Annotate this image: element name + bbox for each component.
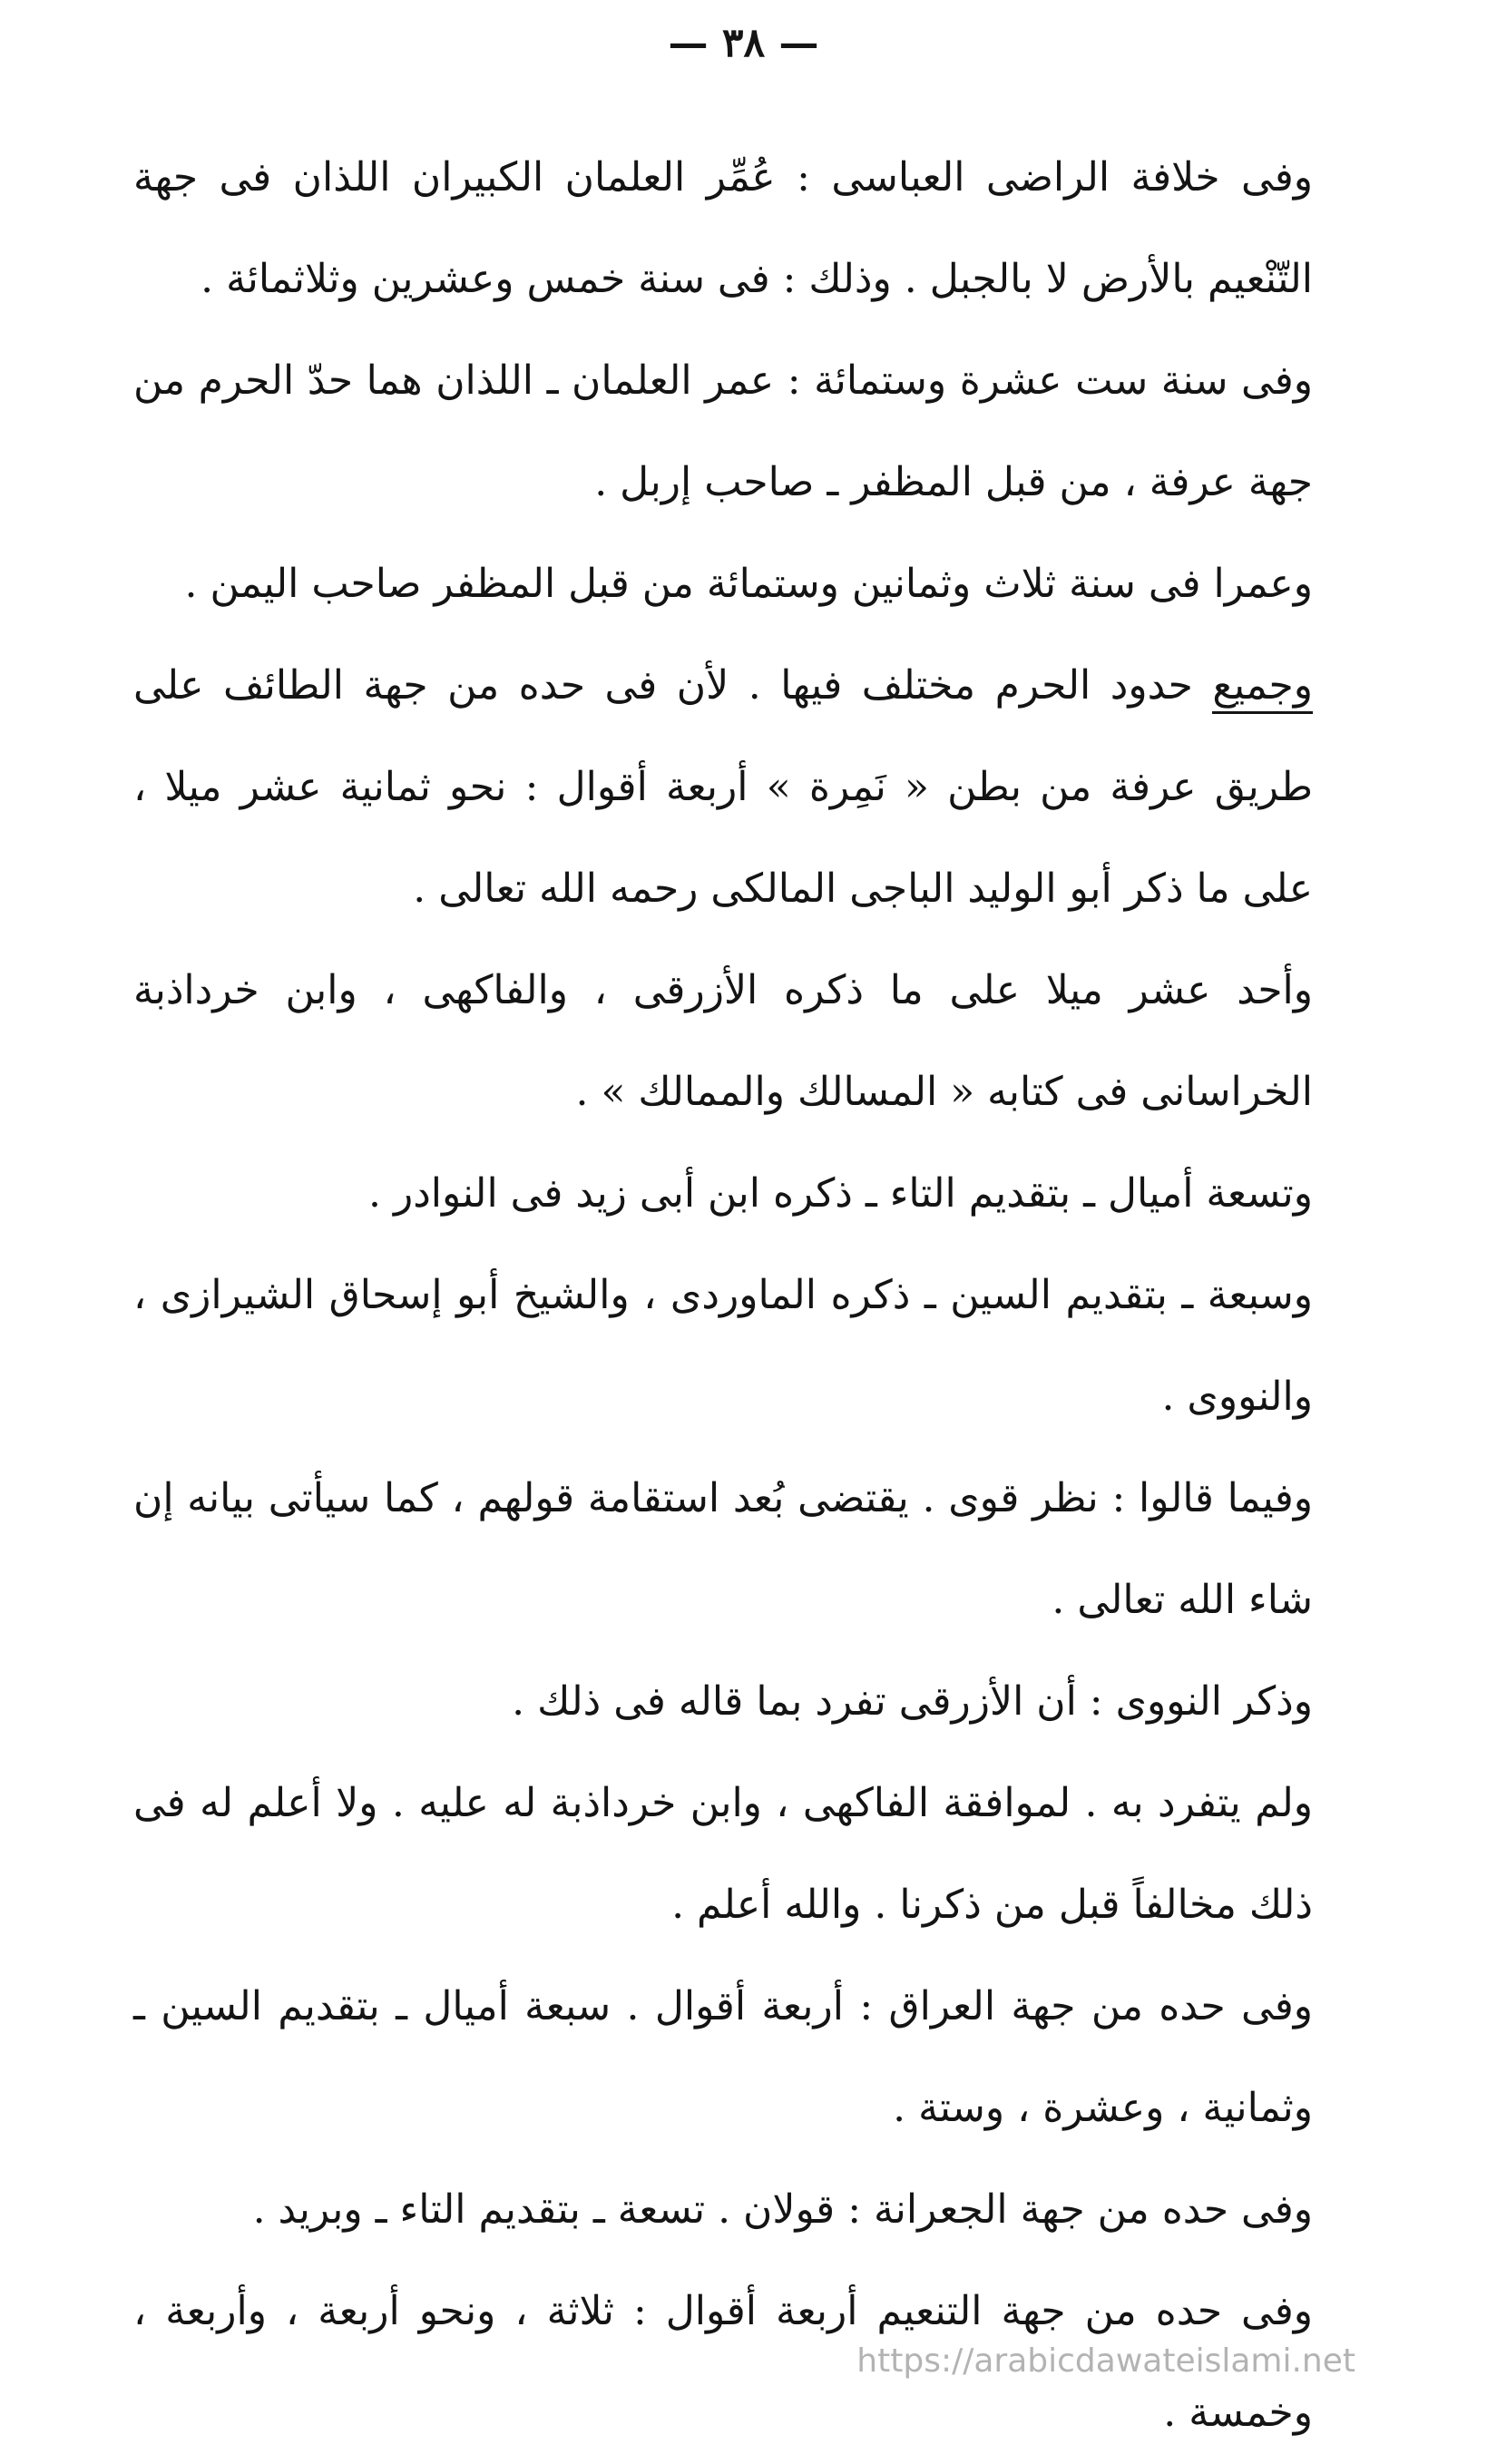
paragraph: وفى سنة ست عشرة وستمائة : عمر العلمان ـ اللذان هما حدّ الحرم من جهة عرفة ، من قبل المظفر ـ صاحب إربل . xyxy=(133,357,1313,505)
paragraph: وتسعة أميال ـ بتقديم التاء ـ ذكره ابن أبى زيد فى النوادر . xyxy=(367,1170,1313,1217)
paragraph: وفى حده من جهة العراق : أربعة أقوال . سبعة أميال ـ بتقديم السين ـ وثمانية ، وعشرة ، وستة . xyxy=(133,1983,1313,2131)
paragraph: وذكر النووى : أن الأزرقى تفرد بما قاله فى ذلك . xyxy=(512,1678,1313,1725)
paragraph xyxy=(133,635,1313,940)
page-number: — ٣٨ — xyxy=(668,20,819,66)
paragraph-text: حدود الحرم مختلف فيها . لأن فى حده من جهة الطائف على طريق عرفة من بطن « نَمِرة » أربعة أقوال : نحو ثمانية عشر ميلا ، على ما ذكر أبو الوليد الباجى المالكى رحمه الله تعالى . xyxy=(133,662,1313,912)
paragraph: وأحد عشر ميلا على ما ذكره الأزرقى ، والفاكهى ، وابن خرداذبة الخراسانى فى كتابه « المسالك والممالك » . xyxy=(133,967,1313,1115)
paragraph: وسبعة ـ بتقديم السين ـ ذكره الماوردى ، والشيخ أبو إسحاق الشيرازى ، والنووى . xyxy=(133,1272,1313,1420)
paragraph: وعمرا فى سنة ثلاث وثمانين وستمائة من قبل المظفر صاحب اليمن . xyxy=(184,561,1313,607)
paragraph: وفى خلافة الراضى العباسى : عُمِّر العلمان الكبيران اللذان فى جهة التّنْعيم بالأرض لا بالجبل . وذلك : فى سنة خمس وعشرين وثلاثمائة . xyxy=(133,154,1313,302)
paragraph: ولم يتفرد به . لموافقة الفاكهى ، وابن خرداذبة له عليه . ولا أعلم له فى ذلك مخالفاً قبل من ذكرنا . والله أعلم . xyxy=(133,1780,1313,1928)
underlined-lead-word: وجميع xyxy=(1212,660,1313,714)
watermark-url: https://arabicdawateislami.net xyxy=(856,2342,1355,2380)
paragraph: وفى حده من جهة التنعيم أربعة أقوال : ثلاثة ، ونحو أربعة ، وأربعة ، وخمسة . xyxy=(133,2288,1313,2436)
page-body xyxy=(133,127,1313,2464)
paragraph: وفى حده من جهة الجعرانة : قولان . تسعة ـ بتقديم التاء ـ وبريد . xyxy=(252,2186,1313,2233)
paragraph: وفيما قالوا : نظر قوى . يقتضى بُعد استقامة قولهم ، كما سيأتى بيانه إن شاء الله تعالى . xyxy=(133,1475,1313,1623)
